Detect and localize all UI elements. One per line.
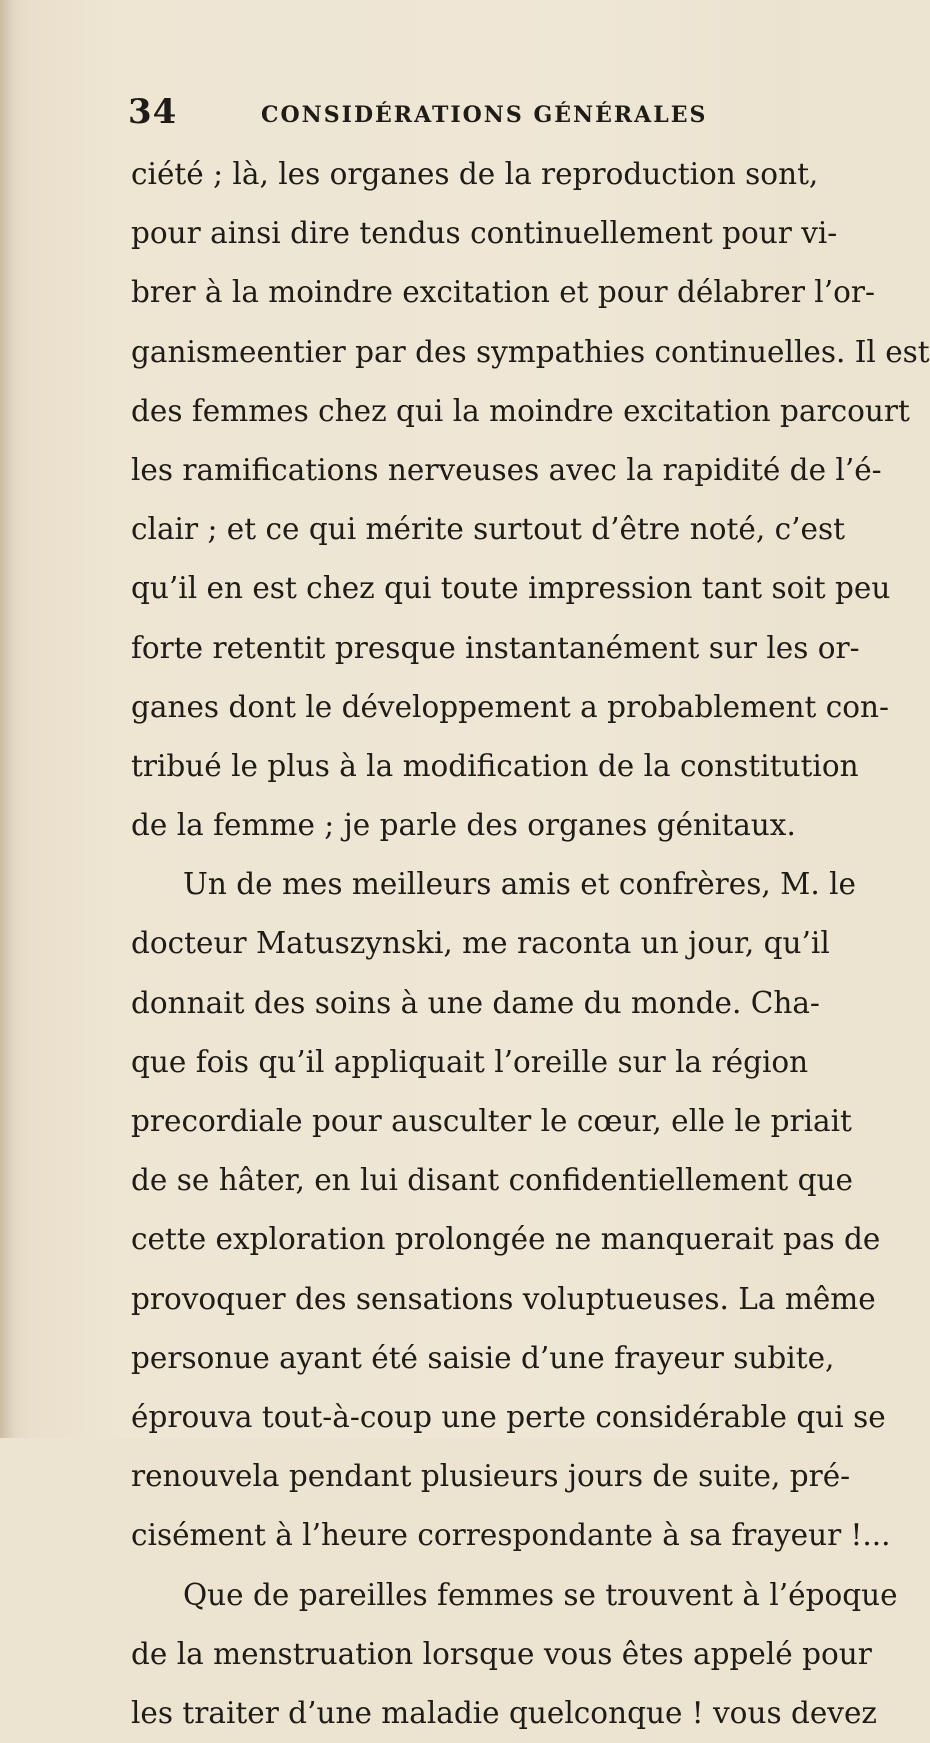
text-line: que fois qu’il appliquait l’oreille sur la région — [131, 1033, 771, 1092]
text-line: des femmes chez qui la moindre excitation parcourt — [131, 382, 771, 441]
text-line: brer à la moindre excitation et pour délabrer l’or- — [131, 263, 771, 322]
text-line: personue ayant été saisie d’une frayeur subite, — [131, 1329, 771, 1388]
page-number: 34 — [128, 92, 177, 132]
text-line: qu’il en est chez qui toute impression tant soit peu — [131, 559, 771, 618]
body-text — [131, 145, 771, 1743]
text-line: cette exploration prolongée ne manquerait pas de — [131, 1210, 771, 1269]
text-line: provoquer des sensations voluptueuses. La même — [131, 1270, 771, 1329]
text-line: les traiter d’une maladie quelconque ! vous devez — [131, 1684, 771, 1743]
text-line: tribué le plus à la modification de la constitution — [131, 737, 771, 796]
text-line: precordiale pour ausculter le cœur, elle le priait — [131, 1092, 771, 1151]
text-line: clair ; et ce qui mérite surtout d’être noté, c’est — [131, 500, 771, 559]
text-line: Que de pareilles femmes se trouvent à l’époque — [131, 1566, 771, 1625]
text-line: éprouva tout-à-coup une perte considérable qui se — [131, 1388, 771, 1447]
text-line: forte retentit presque instantanément sur les or- — [131, 619, 771, 678]
running-title: CONSIDÉRATIONS GÉNÉRALES — [261, 102, 707, 128]
text-line: ganes dont le développement a probablement con- — [131, 678, 771, 737]
text-line: docteur Matuszynski, me raconta un jour, qu’il — [131, 914, 771, 973]
text-line: ciété ; là, les organes de la reproduction sont, — [131, 145, 771, 204]
text-line: pour ainsi dire tendus continuellement pour vi- — [131, 204, 771, 263]
text-line: les ramifications nerveuses avec la rapidité de l’é- — [131, 441, 771, 500]
page-header — [128, 92, 688, 142]
paragraph-1 — [131, 145, 771, 855]
text-line: renouvela pendant plusieurs jours de suite, pré- — [131, 1447, 771, 1506]
page-edge — [0, 0, 14, 1438]
text-line: de la menstruation lorsque vous êtes appelé pour — [131, 1625, 771, 1684]
text-line: de se hâter, en lui disant confidentiellement que — [131, 1151, 771, 1210]
text-line: de la femme ; je parle des organes génitaux. — [131, 796, 771, 855]
paragraph-2 — [131, 855, 771, 1565]
text-line: Un de mes meilleurs amis et confrères, M. le — [131, 855, 771, 914]
text-line: cisément à l’heure correspondante à sa frayeur !... — [131, 1506, 771, 1565]
text-line: ganismeentier par des sympathies continuelles. Il est — [131, 323, 771, 382]
text-line: donnait des soins à une dame du monde. Cha- — [131, 974, 771, 1033]
paragraph-3 — [131, 1566, 771, 1743]
